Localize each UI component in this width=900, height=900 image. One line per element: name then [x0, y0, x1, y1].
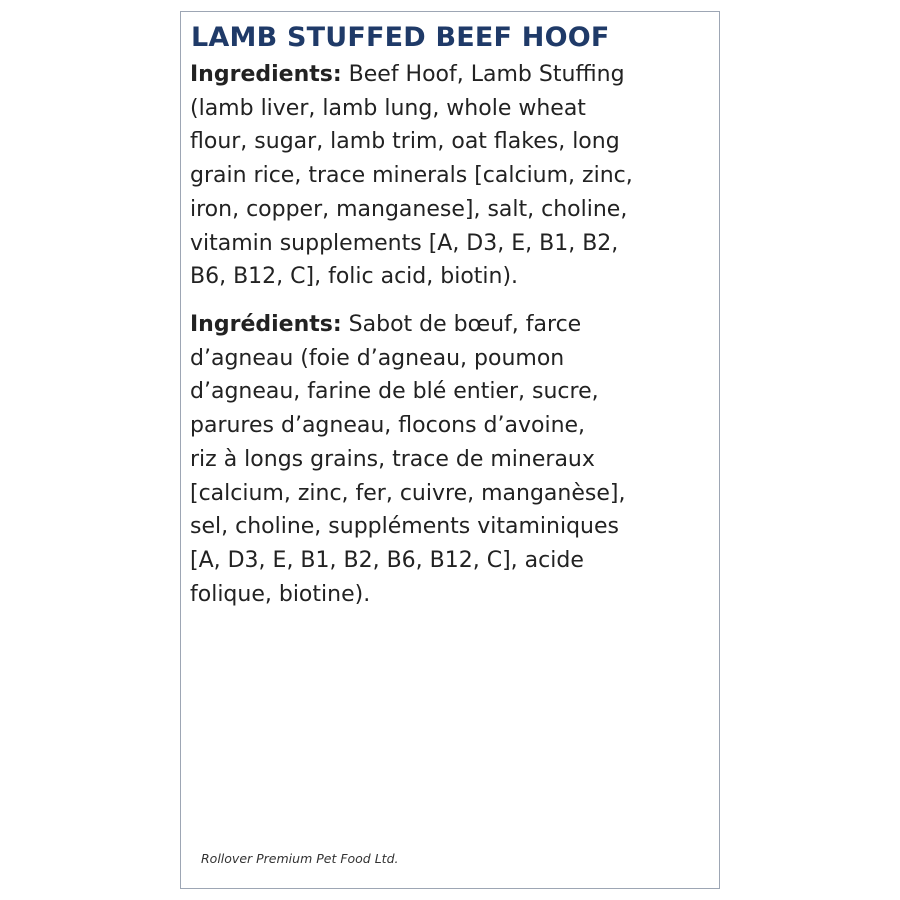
french-line-1: [190, 308, 715, 342]
english-line-1: [190, 58, 715, 92]
french-line-8: [A, D3, E, B1, B2, B6, B12, C], acide: [190, 547, 584, 573]
french-line-7: sel, choline, suppléments vitaminiques: [190, 514, 619, 540]
english-text-1: Beef Hoof, Lamb Stuffing: [348, 62, 625, 87]
french-ingredients: [190, 308, 715, 611]
ingredient-label-panel: [180, 11, 720, 889]
english-heading: Ingredients:: [190, 62, 342, 87]
french-heading: Ingrédients:: [190, 312, 342, 337]
french-line-9: folique, biotine).: [190, 581, 371, 607]
french-line-3: d’agneau, farine de blé entier, sucre,: [190, 379, 599, 405]
english-line-3: flour, sugar, lamb trim, oat flakes, long: [190, 129, 620, 155]
product-title: LAMB STUFFED BEEF HOOF: [191, 22, 610, 53]
english-ingredients: [190, 58, 715, 294]
english-line-5: iron, copper, manganese], salt, choline,: [190, 196, 628, 222]
french-line-5: riz à longs grains, trace de mineraux: [190, 446, 595, 472]
french-line-6: [calcium, zinc, fer, cuivre, manganèse],: [190, 480, 626, 506]
english-line-7: B6, B12, C], folic acid, biotin).: [190, 264, 519, 290]
english-line-6: vitamin supplements [A, D3, E, B1, B2,: [190, 230, 619, 256]
french-text-1: Sabot de bœuf, farce: [348, 312, 582, 337]
english-line-4: grain rice, trace minerals [calcium, zinc,: [190, 163, 633, 189]
english-line-2: (lamb liver, lamb lung, whole wheat: [190, 95, 586, 121]
french-line-4: parures d’agneau, flocons d’avoine,: [190, 413, 586, 439]
manufacturer-footer: Rollover Premium Pet Food Ltd.: [201, 851, 399, 866]
french-line-2: d’agneau (foie d’agneau, poumon: [190, 345, 565, 371]
